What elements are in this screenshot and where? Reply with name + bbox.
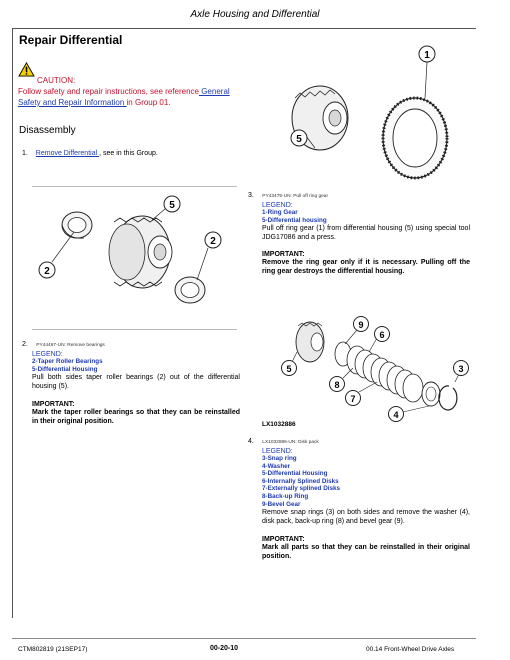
step-4-legend-item: 4-Washer xyxy=(262,462,291,470)
step-2-legend-item: 2-Taper Roller Bearings xyxy=(32,358,103,365)
step-1-number: 1. xyxy=(22,150,28,157)
step-2-legend-label: LEGEND: xyxy=(32,351,63,358)
bevel-gear-drawing xyxy=(296,322,324,362)
step-2-caption: PY44467-UN: Remove bearings xyxy=(36,343,105,348)
step-3-legend-label: LEGEND: xyxy=(262,202,293,209)
callout-3-snap-ring: 3 xyxy=(458,364,464,374)
section-title: Repair Differential xyxy=(19,33,123,47)
step-2-number: 2. xyxy=(22,341,28,348)
footer-doc-id: CTM802819 (21SEP17) xyxy=(18,646,88,653)
caution-triangle-icon xyxy=(18,62,35,77)
step-4-legend-item: 7-Externally splined Disks xyxy=(262,485,341,493)
ring-gear-drawing xyxy=(383,98,447,178)
callout-4-washer: 4 xyxy=(393,410,399,420)
bearings-illustration xyxy=(32,190,237,325)
step-2-important-text: Mark the taper roller bearings so that they can be reinstalled in their original position. xyxy=(32,409,240,426)
step-3-important-text: Remove the ring gear only if it is necessary. Pulling off the ring gear destroys the differential housing. xyxy=(262,259,470,276)
figure-id: LX1032886 xyxy=(262,421,296,428)
step-4-body: Remove snap rings (3) on both sides and remove the washer (4), disk pack, back-up ring (8) and bevel gear (9). xyxy=(262,509,470,526)
step-3-important-label: IMPORTANT: xyxy=(262,251,305,259)
step-3-body: Pull off ring gear (1) from differential housing (5) using special tool JDG17086 and a press. xyxy=(262,225,470,242)
step-4-legend-item: 3-Snap ring xyxy=(262,455,297,462)
washer-drawing xyxy=(422,382,440,406)
callout-2-right: 2 xyxy=(210,236,216,247)
step-4-important-text: Mark all parts so that they can be reinstalled in their original position. xyxy=(262,544,470,561)
step-3-caption: PY43475-UN: Pull off ring gear xyxy=(262,194,329,199)
step-3-legend-item: 1-Ring Gear xyxy=(262,209,298,216)
caution-text xyxy=(18,86,248,108)
callout-5-bearings: 5 xyxy=(169,200,175,211)
callout-5-diff-housing: 5 xyxy=(286,364,292,374)
ring-gear-illustration xyxy=(265,38,470,180)
callout-1-ring-gear: 1 xyxy=(424,50,430,61)
step-3 xyxy=(248,184,470,276)
caution-label: CAUTION: xyxy=(37,76,76,85)
left-taper-bearing xyxy=(62,212,92,238)
callout-7-external-disks: 7 xyxy=(350,394,356,404)
step-4-important-label: IMPORTANT: xyxy=(262,536,305,544)
page-header-title: Axle Housing and Differential xyxy=(190,9,320,20)
step-3-legend-item: 5-Differential housing xyxy=(262,216,327,224)
caution-text-before: Follow safety and repair instructions, see reference xyxy=(18,87,199,96)
callout-8-backup-ring: 8 xyxy=(334,380,340,390)
disassembly-title: Disassembly xyxy=(19,125,76,136)
step-2 xyxy=(22,333,240,426)
step-4-legend-item: 5-Differential Housing xyxy=(262,470,328,478)
step-2-important-label: IMPORTANT: xyxy=(32,401,75,409)
right-taper-bearing xyxy=(175,277,205,303)
step-4-caption: LX1032886-UN: Disk pack xyxy=(262,440,319,445)
step-4-number: 4. xyxy=(248,438,254,445)
callout-5-housing: 5 xyxy=(296,134,302,145)
callout-9-bevel-gear: 9 xyxy=(358,320,364,330)
frame-top-rule xyxy=(12,28,476,29)
step-1-text: , see in this Group. xyxy=(99,150,158,157)
step-4-legend-item: 9-Bevel Gear xyxy=(262,500,301,508)
disk-pack-illustration xyxy=(265,312,475,422)
caution-text-after: in Group 01. xyxy=(126,98,171,107)
frame-left-rule xyxy=(12,28,13,618)
step-4-legend-item: 6-Internally Splined Disks xyxy=(262,477,339,485)
general-safety-link[interactable]: General Safety and Repair Information xyxy=(18,87,230,107)
step-2-body: Pull both sides taper roller bearings (2) out of the differential housing (5). xyxy=(32,374,240,391)
step-3-number: 3. xyxy=(248,192,254,199)
step-4-legend-label: LEGEND: xyxy=(262,448,293,455)
footer-page-number: 00-20-10 xyxy=(210,645,239,652)
callout-6-internal-disks: 6 xyxy=(379,330,385,340)
step-4-legend-item: 8-Back-up Ring xyxy=(262,492,309,500)
step-2-legend-item: 5-Differential Housing xyxy=(32,365,98,373)
remove-differential-link[interactable]: Remove Differential xyxy=(35,150,100,157)
step-1 xyxy=(22,150,158,157)
footer-rule xyxy=(12,638,476,639)
snap-ring-drawing xyxy=(439,386,457,410)
footer-section: 00.14 Front-Wheel Drive Axles xyxy=(366,646,455,653)
figure-top-rule xyxy=(32,186,237,187)
differential-housing-drawing xyxy=(109,216,172,288)
callout-2-left: 2 xyxy=(44,266,50,277)
figure-bottom-rule xyxy=(32,329,237,330)
step-4 xyxy=(248,430,470,561)
